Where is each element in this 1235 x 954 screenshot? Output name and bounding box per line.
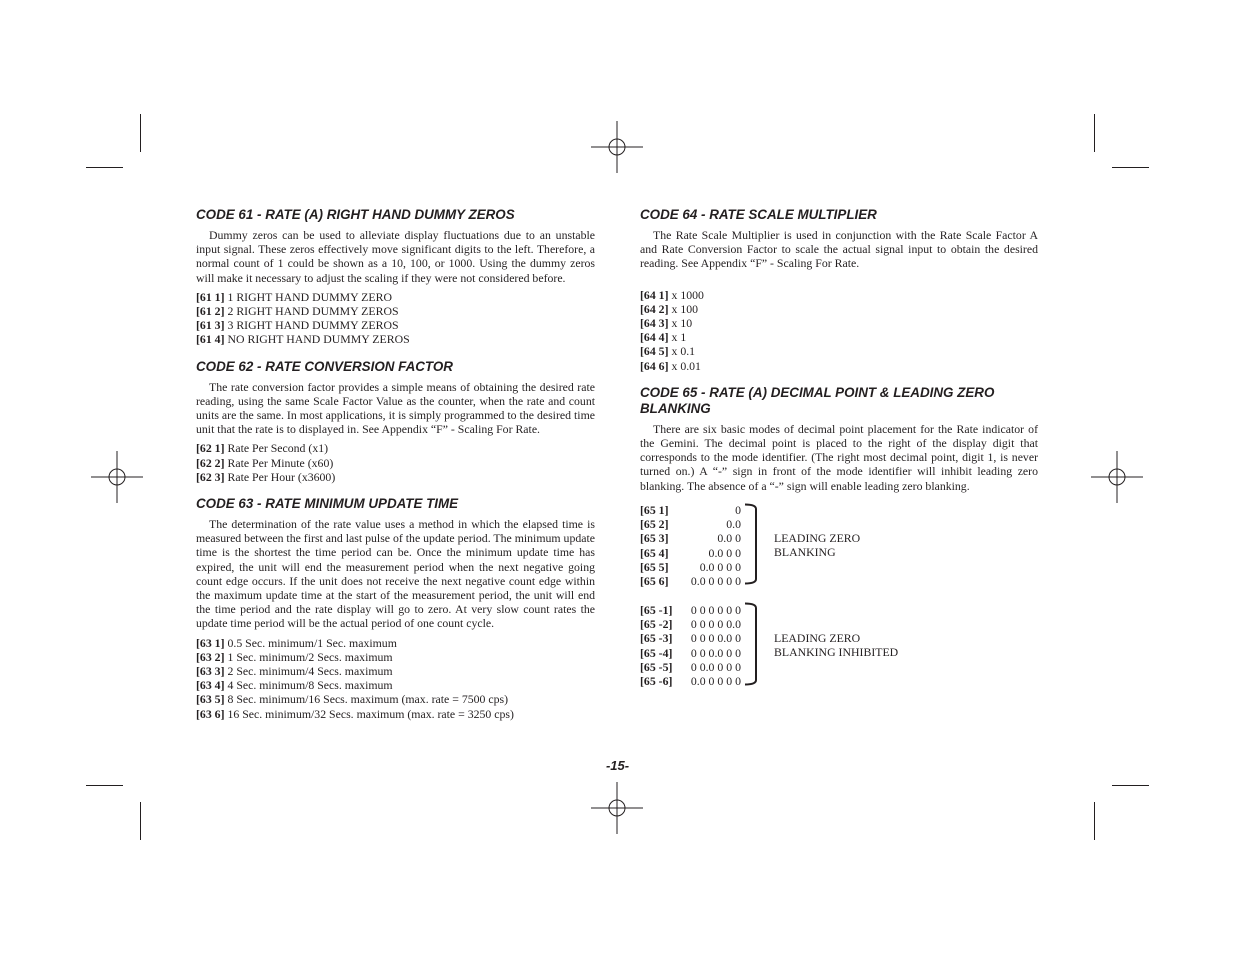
label-line: BLANKING INHIBITED [774, 645, 899, 660]
crop-mark [1094, 802, 1095, 840]
option-item [640, 288, 1038, 302]
option-text: x 10 [668, 316, 693, 331]
option-code: [64 3] [640, 316, 669, 331]
mode-code: [65 -3] [640, 631, 673, 646]
table-row [640, 660, 741, 674]
option-item [640, 316, 1038, 330]
option-code: [63 4] [196, 678, 225, 693]
option-item [196, 304, 595, 318]
mode-code: [65 3] [640, 531, 669, 546]
mode-code: [65 1] [640, 502, 669, 517]
display-value: 0.0 0 0 [708, 545, 741, 560]
option-text: Rate Per Minute (x60) [224, 455, 334, 470]
option-text: x 1000 [668, 287, 704, 302]
option-text: 4 Sec. minimum/8 Secs. maximum [224, 678, 393, 693]
option-item [196, 692, 595, 706]
option-code: [62 2] [196, 455, 225, 470]
section-body: The Rate Scale Multiplier is used in conjunction with the Rate Scale Factor A and Rate Conversion Factor to scale the actual signal input to obtain the desired reading. See Appendix “F” - Scaling For Rate. [640, 228, 1038, 271]
option-text: x 0.1 [668, 344, 696, 359]
display-value: 0 0 0.0 0 0 [690, 645, 741, 660]
option-item [640, 359, 1038, 373]
option-item [640, 302, 1038, 316]
option-item [196, 664, 595, 678]
section-heading: CODE 62 - RATE CONVERSION FACTOR [196, 358, 453, 374]
display-value: 0.0 0 0 0 0 [690, 574, 741, 589]
code-65-section [640, 385, 1038, 689]
option-text: 2 RIGHT HAND DUMMY ZEROS [224, 304, 399, 319]
blanking-group [640, 603, 741, 689]
right-column [640, 207, 1038, 689]
table-row [640, 574, 741, 588]
display-value: 0.0 0 [717, 531, 741, 546]
option-item [640, 344, 1038, 358]
mode-code: [65 -1] [640, 602, 673, 617]
option-text: NO RIGHT HAND DUMMY ZEROS [224, 332, 410, 347]
option-code: [64 4] [640, 330, 669, 345]
section-body: The determination of the rate value uses a method in which the elapsed time is measured between the first and last pulse of the update period. The minimum update time is the shortest the time period can be. Once the minimum update time has expired, the unit will end the measurement period when the next negative going count edge occurs. If the unit does not receive the next negative count edge within the maximum update time at the start of the measurement period, the unit will end the time period and the rate display will go to zero. At very slow count rates the update time period will be the actual period of one count cycle. [196, 517, 595, 631]
heading-line: BLANKING [640, 400, 711, 416]
display-value: 0.0 0 0 0 0 [690, 674, 741, 689]
display-value: 0.0 0 0 0 [699, 560, 741, 575]
table-row [640, 546, 741, 560]
table-row [640, 517, 741, 531]
display-value: 0 0.0 0 0 0 [690, 660, 741, 675]
option-list [196, 290, 595, 347]
option-code: [61 3] [196, 318, 225, 333]
option-code: [64 2] [640, 301, 669, 316]
option-text: x 0.01 [668, 358, 701, 373]
option-text: 3 RIGHT HAND DUMMY ZEROS [224, 318, 399, 333]
option-text: Rate Per Hour (x3600) [224, 469, 336, 484]
option-text: x 1 [668, 330, 687, 345]
bracket-icon [744, 602, 760, 686]
option-code: [63 1] [196, 635, 225, 650]
section-heading: CODE 64 - RATE SCALE MULTIPLIER [640, 207, 877, 222]
crop-mark [140, 802, 141, 840]
option-code: [62 3] [196, 469, 225, 484]
crop-mark [1112, 785, 1149, 786]
section-body: The rate conversion factor provides a simple means of obtaining the desired rate reading, using the same Scale Factor Value as the counter, when the rate and count units are the same. In most applications, it is simply programmed to the desired time unit that the rate is to displayed in. See Appendix “F” - Scaling For Rate. [196, 379, 595, 437]
option-code: [63 2] [196, 649, 225, 664]
table-row [640, 646, 741, 660]
mode-code: [65 5] [640, 560, 669, 575]
option-list [640, 288, 1038, 373]
section-heading: CODE 63 - RATE MINIMUM UPDATE TIME [196, 496, 459, 512]
option-code: [61 2] [196, 304, 225, 319]
option-item [196, 332, 595, 346]
option-code: [61 4] [196, 332, 225, 347]
section-body: There are six basic modes of decimal point placement for the Rate indicator of the Gemini. The decimal point is placed to the right of the display digit that corresponds to the mode identifier. (The right most decimal point, digit 1, is never turned on.) A “-” sign in front of the mode identifier will inhibit leading zero blanking. The absence of a “-” sign will enable leading zero blanking. [640, 421, 1038, 493]
registration-mark-icon [591, 782, 643, 834]
left-column [196, 207, 595, 733]
crop-mark [1094, 114, 1095, 152]
option-item [196, 678, 595, 692]
option-item [196, 441, 595, 455]
option-code: [63 5] [196, 692, 225, 707]
option-item [196, 456, 595, 470]
table-row [640, 631, 741, 645]
display-value: 0 [735, 502, 741, 517]
crop-mark [140, 114, 141, 152]
option-code: [63 6] [196, 706, 225, 721]
table-row [640, 560, 741, 574]
crop-mark [1112, 167, 1149, 168]
option-item [196, 290, 595, 304]
mode-code: [65 6] [640, 574, 669, 589]
page-number: -15- [605, 758, 630, 773]
label-line: LEADING ZERO [774, 630, 861, 645]
mode-code: [65 -6] [640, 674, 673, 689]
display-value: 0 0 0 0.0 0 [690, 631, 741, 646]
registration-mark-icon [91, 451, 143, 503]
table-row [640, 503, 741, 517]
table-row [640, 617, 741, 631]
blanking-label [774, 531, 860, 560]
blanking-group [640, 503, 741, 589]
option-code: [62 1] [196, 441, 225, 456]
table-row [640, 603, 741, 617]
option-item [196, 650, 595, 664]
mode-code: [65 2] [640, 517, 669, 532]
mode-code: [65 -5] [640, 660, 673, 675]
registration-mark-icon [1091, 451, 1143, 503]
display-value: 0 0 0 0 0.0 [690, 617, 741, 632]
option-code: [63 3] [196, 664, 225, 679]
table-row [640, 674, 741, 688]
code-61-section [196, 207, 595, 347]
option-item [640, 330, 1038, 344]
crop-mark [86, 167, 123, 168]
heading-line: CODE 65 - RATE (A) DECIMAL POINT & LEADING ZERO [640, 384, 995, 400]
code-62-section [196, 359, 595, 484]
display-value: 0 0 0 0 0 0 [690, 602, 741, 617]
blanking-table [640, 503, 1038, 689]
mode-code: [65 4] [640, 545, 669, 560]
bracket-icon [744, 503, 760, 585]
blanking-label [774, 631, 898, 660]
label-line: LEADING ZERO [774, 530, 861, 545]
option-text: 1 RIGHT HAND DUMMY ZERO [224, 289, 392, 304]
code-63-section [196, 496, 595, 721]
registration-mark-icon [591, 121, 643, 173]
option-code: [64 6] [640, 358, 669, 373]
option-text: Rate Per Second (x1) [224, 441, 329, 456]
option-list [196, 636, 595, 721]
option-text: 0.5 Sec. minimum/1 Sec. maximum [224, 635, 397, 650]
option-item [196, 470, 595, 484]
option-text: 1 Sec. minimum/2 Secs. maximum [224, 649, 393, 664]
option-code: [61 1] [196, 289, 225, 304]
option-list [196, 441, 595, 484]
section-body: Dummy zeros can be used to alleviate display fluctuations due to an unstable input signal. These zeros effectively move significant digits to the left. Therefore, a normal count of 1 could be shown as a 10, 100, or 1000. Using the dummy zeros will make it necessary to adjust the scaling if they were not considered before. [196, 228, 595, 285]
option-item [196, 707, 595, 721]
option-text: 8 Sec. minimum/16 Secs. maximum (max. rate = 7500 cps) [224, 692, 509, 707]
code-64-section [640, 207, 1038, 373]
crop-mark [86, 785, 123, 786]
mode-code: [65 -4] [640, 645, 673, 660]
label-line: BLANKING [774, 545, 836, 560]
section-heading [640, 385, 1038, 417]
option-code: [64 5] [640, 344, 669, 359]
option-item [196, 636, 595, 650]
option-item [196, 318, 595, 332]
option-text: x 100 [668, 301, 699, 316]
table-row [640, 531, 741, 545]
option-text: 2 Sec. minimum/4 Secs. maximum [224, 664, 393, 679]
section-heading: CODE 61 - RATE (A) RIGHT HAND DUMMY ZEROS [196, 207, 515, 222]
mode-code: [65 -2] [640, 617, 673, 632]
option-code: [64 1] [640, 287, 669, 302]
option-text: 16 Sec. minimum/32 Secs. maximum (max. rate = 3250 cps) [224, 706, 514, 721]
display-value: 0.0 [726, 517, 741, 532]
